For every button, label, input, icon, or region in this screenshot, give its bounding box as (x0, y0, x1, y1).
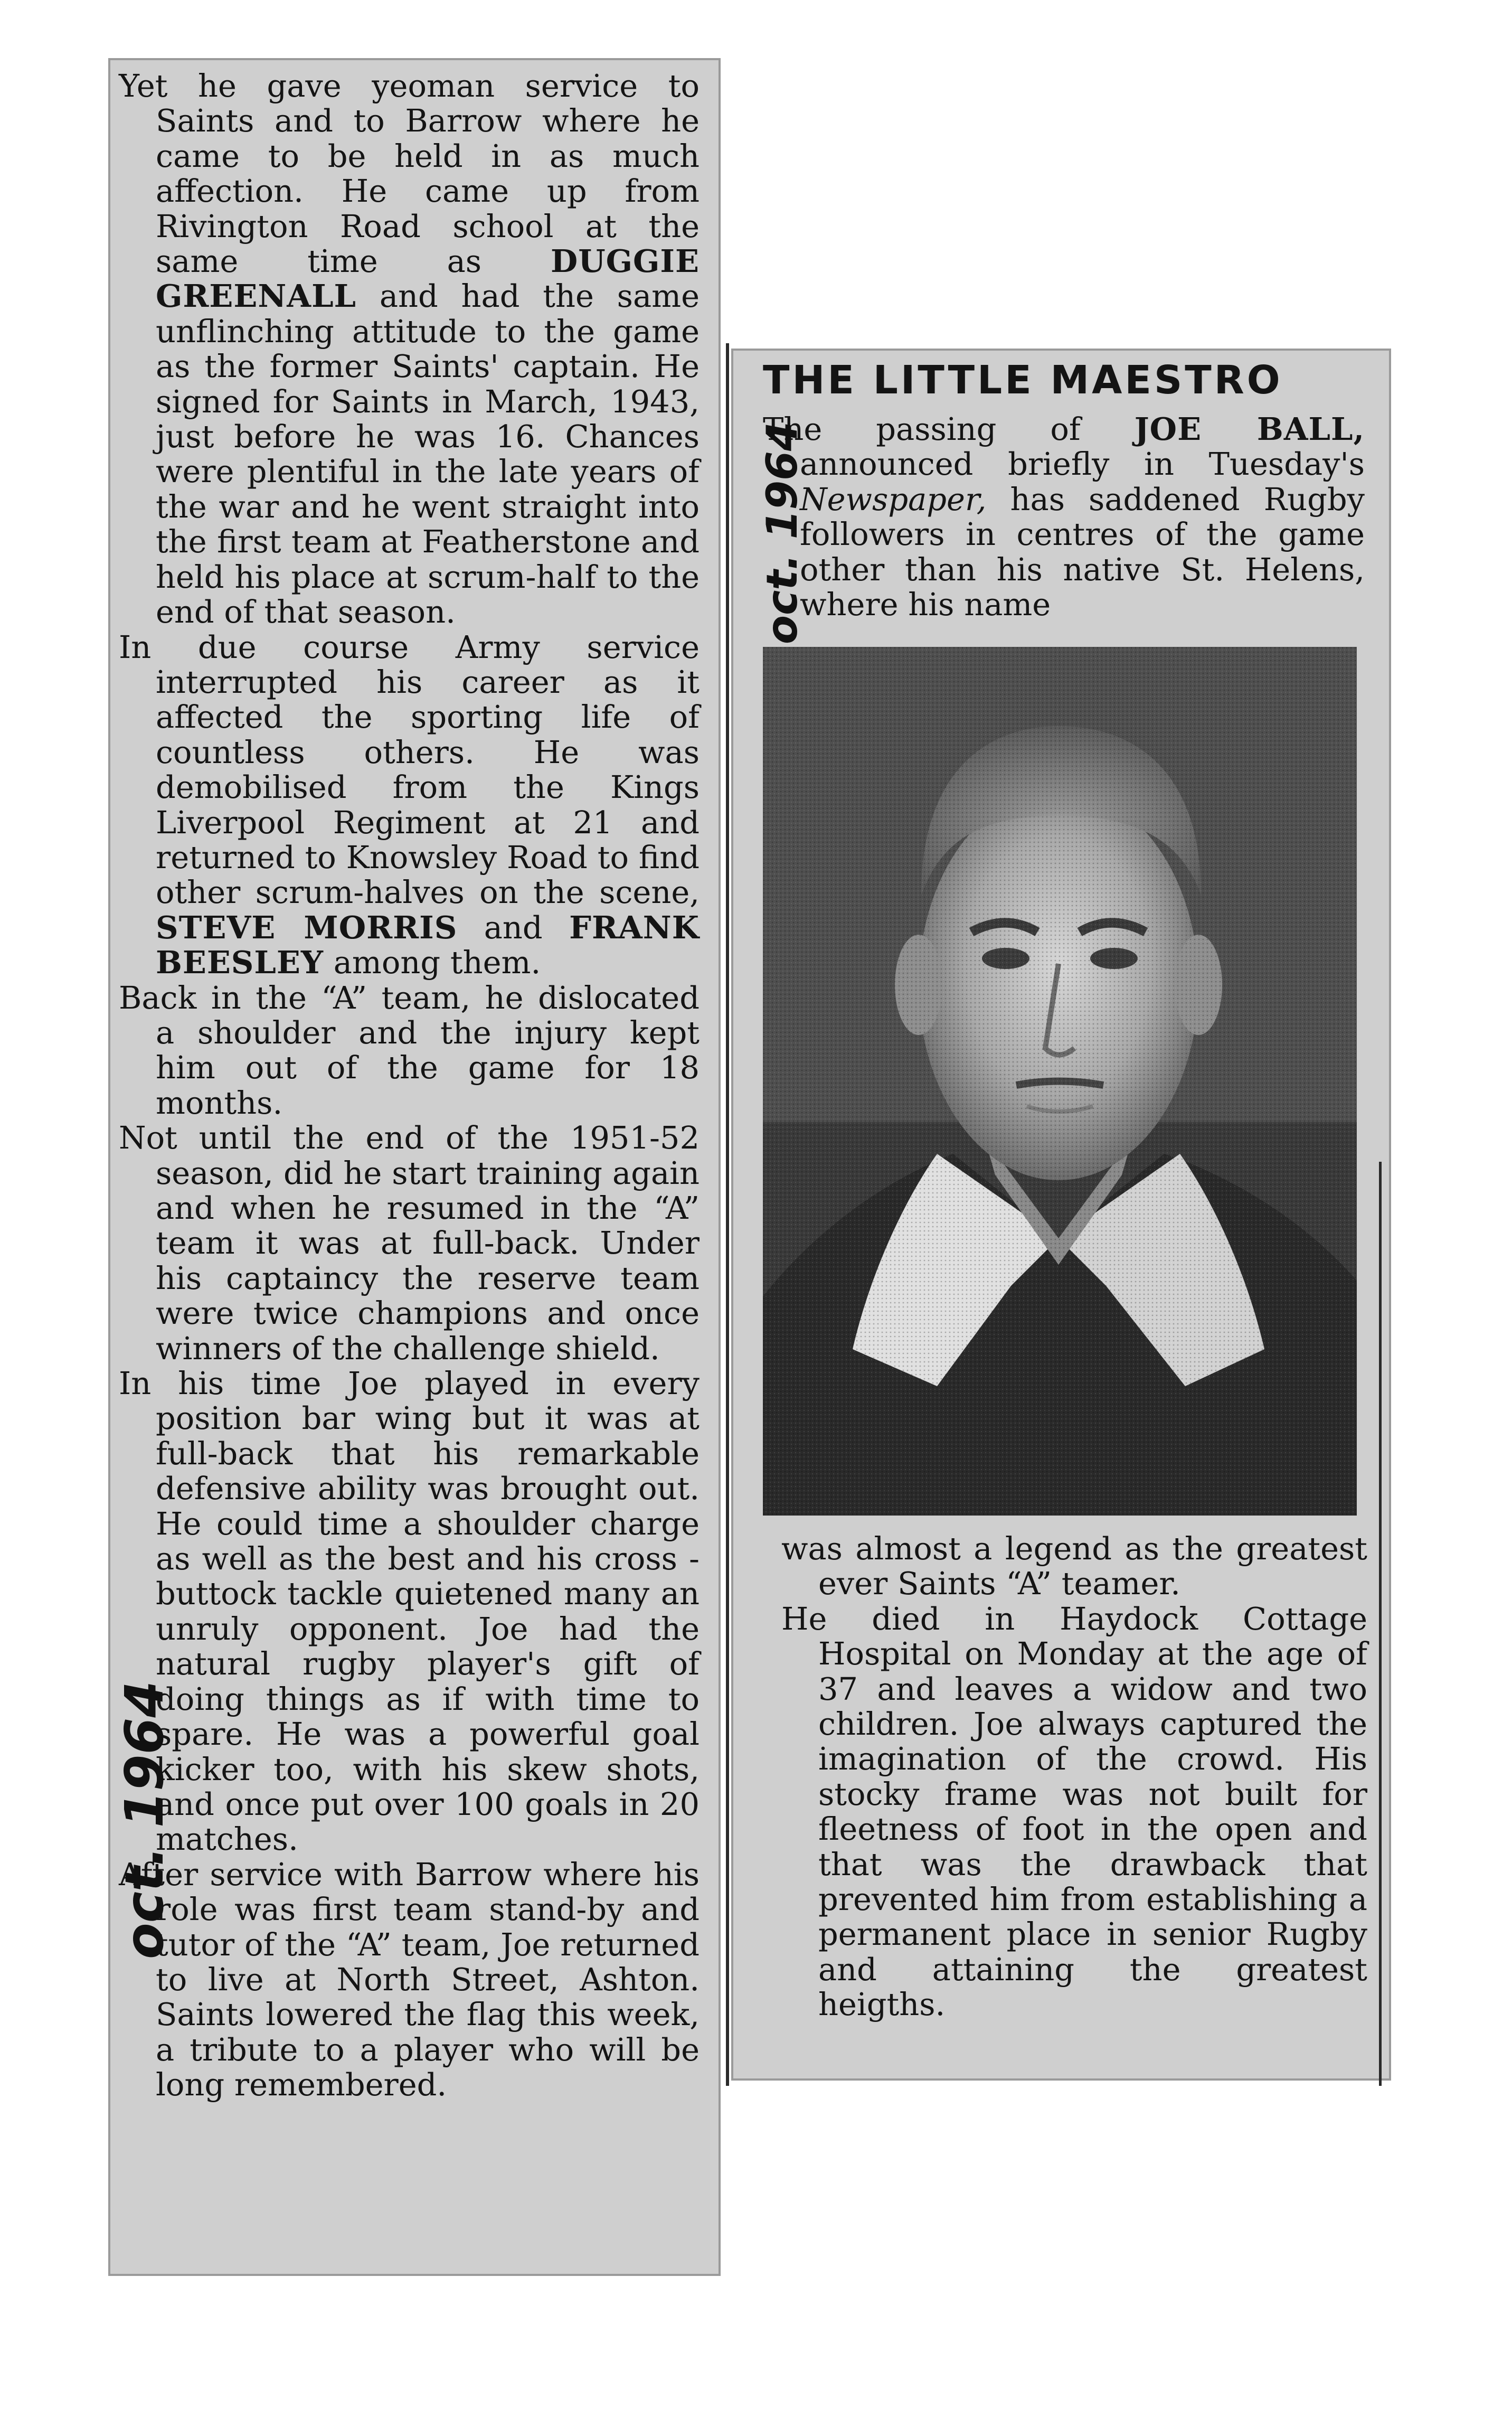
article-paragraph (119, 981, 700, 1121)
article-paragraph (119, 1121, 700, 1366)
article-paragraph (119, 1366, 700, 1857)
text-run: After service with Barrow where his role was first team stand-by and tutor of the “A” team, Joe returned to live at North Street, Ashton. Saints lowered the flag this week, a tribute to a player who will be long remembered. (119, 1856, 700, 2103)
text-run: among them. (324, 944, 541, 981)
right-intro-text (763, 412, 1365, 622)
text-run: In due course Army service interrupted his career as it affected the sporting life of countless others. He was demobilised from the Kings Liverpool Regiment at 21 and returned to Knowsley Road to find other scrum-halves on the scene, (119, 628, 700, 911)
left-article-text (119, 69, 700, 2103)
text-run: was almost a legend as the greatest ever Saints “A” teamer. (781, 1530, 1367, 1602)
bold-name: DUGGIE GREENALL (156, 243, 700, 315)
right-clipping (731, 349, 1391, 2081)
handwritten-date-left: oct. 1964 (114, 1681, 175, 1959)
article-paragraph (119, 1857, 700, 2103)
italic-text: Newspaper, (800, 481, 987, 518)
article-paragraph (119, 69, 700, 630)
left-clipping (108, 58, 721, 2276)
bold-name: JOE BALL, (1134, 411, 1365, 447)
text-run: announced briefly in Tuesday's (800, 446, 1365, 483)
text-run: has saddened Rugby followers in centres of the game other than his native St. Helens, where his name (800, 481, 1365, 623)
text-run: and had the same unflinching attitude to the game as the former Saints' captain. He signed for Saints in March, 1943, just before he was 16. Chances were plentiful in the late years of the war and he went straight into the first team at Featherstone and held his place at scrum-half to the end of that season. (156, 278, 700, 631)
text-run: Back in the “A” team, he dislocated a shoulder and the injury kept him out of the game for 18 months. (119, 979, 700, 1121)
article-paragraph (781, 1531, 1367, 1602)
text-run: Yet he gave yeoman service to Saints and to Barrow where he came to be held in as much affection. He came up from Rivington Road school at the same time as (119, 68, 700, 280)
right-article-text (781, 1531, 1367, 2022)
bold-name: STEVE MORRIS (156, 909, 458, 946)
portrait-photo (763, 647, 1357, 1516)
text-run: and (457, 909, 570, 946)
bold-name: FRANK BEESLEY (156, 909, 700, 981)
portrait-illustration (763, 647, 1357, 1516)
text-run: The passing of (763, 411, 1135, 447)
article-paragraph (781, 1602, 1367, 2022)
handwritten-date-right: oct. 1964 (758, 421, 807, 644)
text-run: Not until the end of the 1951-52 season, did he start training again and when he resumed in the “A” team it was at full-back. Under his captaincy the reserve team were twice champions and once winners of the challenge shield. (119, 1119, 700, 1367)
headline: THE LITTLE MAESTRO (763, 357, 1283, 403)
column-rule-right (1379, 1162, 1382, 2086)
text-run: In his time Joe played in every position bar wing but it was at full-back that his remarkable defensive ability was brought out. He could time a shoulder charge as well as the best and his cross - buttock tackle quietened many an unruly opponent. Joe had the natural rugby player's gift of doing things as if with time to spare. He was a powerful goal kicker too, with his skew shots, and once put over 100 goals in 20 matches. (119, 1365, 700, 1858)
column-rule (726, 343, 729, 2086)
article-paragraph (763, 412, 1365, 622)
article-paragraph (119, 630, 700, 981)
text-run: He died in Haydock Cottage Hospital on Monday at the age of 37 and leaves a widow and two children. Joe always captured the imagination of the crowd. His stocky frame was not built for fleetness of foot in the open and that was the drawback that prevented him from establishing a permanent place in senior Rugby and attaining the greatest heigths. (781, 1600, 1367, 2023)
